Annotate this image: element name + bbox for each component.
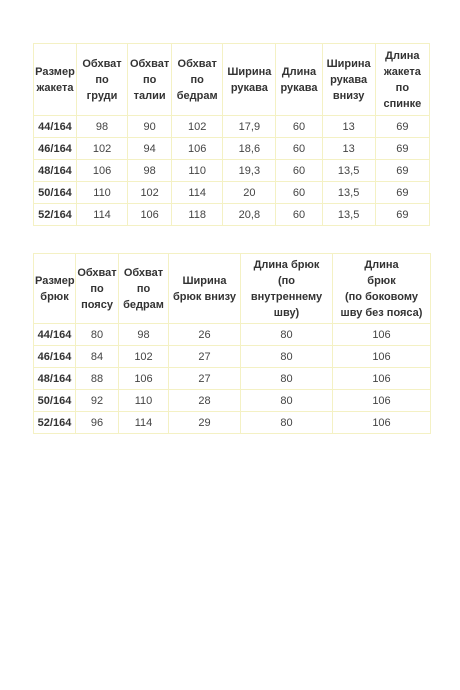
table-cell: 69	[375, 182, 429, 204]
pants-header-row	[34, 254, 431, 324]
table-cell: 80	[241, 324, 333, 346]
table-cell: 29	[169, 412, 241, 434]
size-cell: 52/164	[34, 204, 77, 226]
table-cell: 80	[241, 368, 333, 390]
table-cell: 106	[172, 138, 223, 160]
jacket-header-row	[34, 44, 430, 116]
table-cell: 13	[322, 116, 375, 138]
table-cell: 69	[375, 116, 429, 138]
table-cell: 106	[333, 390, 431, 412]
table-cell: 69	[375, 138, 429, 160]
table-cell: 20,8	[223, 204, 276, 226]
table-cell: 80	[241, 412, 333, 434]
table-row	[34, 160, 430, 182]
table-row	[34, 324, 431, 346]
table-cell: 114	[119, 412, 169, 434]
table-cell: 98	[119, 324, 169, 346]
table-cell: 27	[169, 368, 241, 390]
header-jacket-back-length: Длина жакета по спинке	[375, 44, 429, 116]
header-pants-size: Размер брюк	[34, 254, 76, 324]
table-cell: 60	[276, 182, 322, 204]
header-hip-girth: Обхват по бедрам	[172, 44, 223, 116]
table-cell: 60	[276, 160, 322, 182]
table-cell: 13,5	[322, 160, 375, 182]
table-cell: 69	[375, 160, 429, 182]
table-row	[34, 138, 430, 160]
header-waist-girth: Обхват по талии	[128, 44, 172, 116]
table-cell: 26	[169, 324, 241, 346]
size-cell: 46/164	[34, 138, 77, 160]
size-cell: 50/164	[34, 182, 77, 204]
table-cell: 84	[76, 346, 119, 368]
table-cell: 106	[333, 368, 431, 390]
table-cell: 27	[169, 346, 241, 368]
pants-size-table	[33, 253, 431, 434]
header-chest-girth: Обхват по груди	[76, 44, 127, 116]
table-cell: 96	[76, 412, 119, 434]
table-cell: 102	[172, 116, 223, 138]
table-cell: 98	[76, 116, 127, 138]
table-row	[34, 346, 431, 368]
table-row	[34, 390, 431, 412]
jacket-size-table	[33, 43, 430, 226]
header-waist-girth: Обхват по поясу	[76, 254, 119, 324]
table-cell: 106	[333, 324, 431, 346]
header-side-seam-length: Длина брюк (по боковому шву без пояса)	[333, 254, 431, 324]
table-cell: 114	[172, 182, 223, 204]
header-sleeve-width: Ширина рукава	[223, 44, 276, 116]
table-cell: 13	[322, 138, 375, 160]
table-cell: 60	[276, 138, 322, 160]
table-cell: 80	[241, 346, 333, 368]
table-cell: 102	[119, 346, 169, 368]
size-cell: 52/164	[34, 412, 76, 434]
table-row	[34, 368, 431, 390]
table-cell: 88	[76, 368, 119, 390]
table-cell: 13,5	[322, 182, 375, 204]
size-cell: 50/164	[34, 390, 76, 412]
table-cell: 98	[128, 160, 172, 182]
table-cell: 118	[172, 204, 223, 226]
table-cell: 106	[333, 412, 431, 434]
table-cell: 19,3	[223, 160, 276, 182]
table-cell: 114	[76, 204, 127, 226]
header-pants-bottom-width: Ширина брюк внизу	[169, 254, 241, 324]
table-cell: 106	[333, 346, 431, 368]
table-cell: 80	[241, 390, 333, 412]
header-hip-girth: Обхват по бедрам	[119, 254, 169, 324]
table-cell: 110	[119, 390, 169, 412]
table-cell: 106	[119, 368, 169, 390]
table-cell: 28	[169, 390, 241, 412]
header-sleeve-bottom-width: Ширина рукава внизу	[322, 44, 375, 116]
size-cell: 46/164	[34, 346, 76, 368]
table-cell: 69	[375, 204, 429, 226]
table-cell: 13,5	[322, 204, 375, 226]
table-cell: 17,9	[223, 116, 276, 138]
header-sleeve-length: Длина рукава	[276, 44, 322, 116]
table-cell: 18,6	[223, 138, 276, 160]
table-cell: 106	[128, 204, 172, 226]
size-cell: 44/164	[34, 324, 76, 346]
size-cell: 44/164	[34, 116, 77, 138]
table-cell: 60	[276, 204, 322, 226]
table-row	[34, 204, 430, 226]
table-row	[34, 182, 430, 204]
table-cell: 94	[128, 138, 172, 160]
table-cell: 102	[76, 138, 127, 160]
table-row	[34, 412, 431, 434]
table-cell: 80	[76, 324, 119, 346]
table-cell: 90	[128, 116, 172, 138]
table-cell: 106	[76, 160, 127, 182]
size-cell: 48/164	[34, 160, 77, 182]
table-cell: 102	[128, 182, 172, 204]
table-cell: 20	[223, 182, 276, 204]
table-cell: 92	[76, 390, 119, 412]
table-cell: 60	[276, 116, 322, 138]
table-cell: 110	[76, 182, 127, 204]
header-inseam-length: Длина брюк (по внутреннему шву)	[241, 254, 333, 324]
table-row	[34, 116, 430, 138]
size-cell: 48/164	[34, 368, 76, 390]
header-jacket-size: Размер жакета	[34, 44, 77, 116]
table-cell: 110	[172, 160, 223, 182]
